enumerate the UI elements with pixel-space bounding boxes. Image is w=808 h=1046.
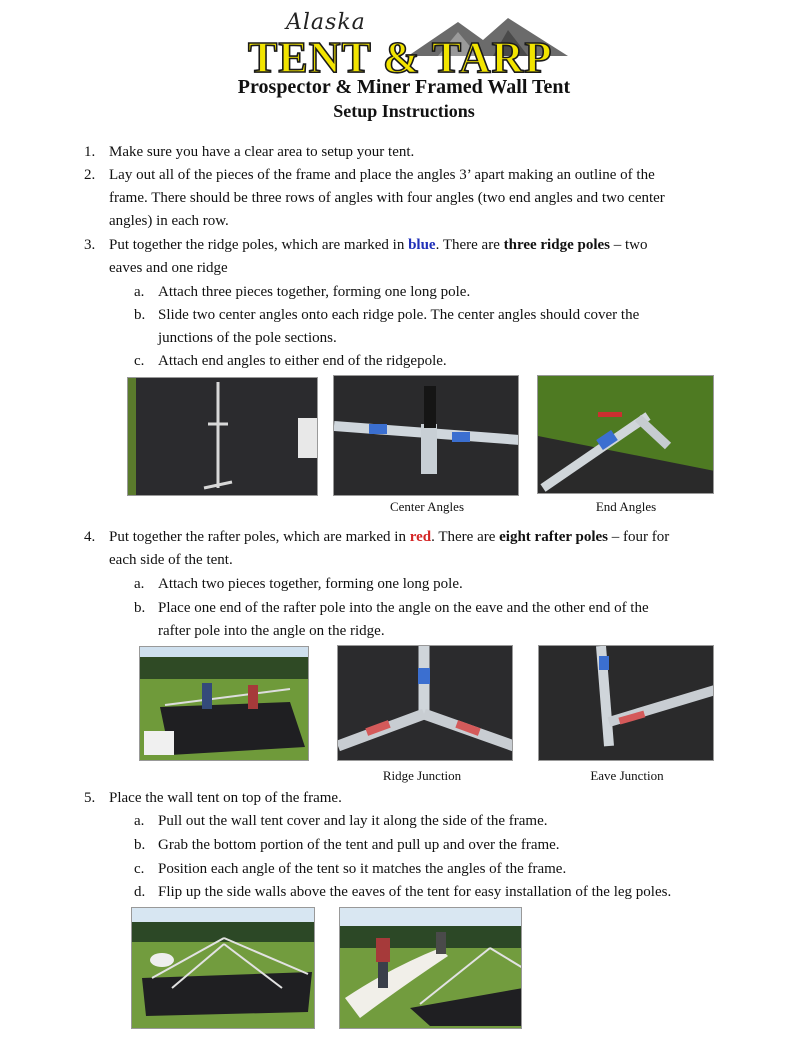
substep-letter: d.: [134, 884, 146, 900]
substep-letter: c.: [134, 861, 145, 877]
company-logo: [248, 10, 568, 80]
substep-text: Attach three pieces together, forming one long pole.: [158, 284, 471, 300]
caption-center-angles: Center Angles: [389, 499, 464, 514]
substep-letter: a.: [134, 813, 145, 829]
step-text: Make sure you have a clear area to setup your tent.: [109, 144, 415, 160]
bold-text: three ridge poles: [503, 237, 610, 253]
substep-text: Pull out the wall tent cover and lay it along the side of the frame.: [158, 813, 548, 829]
photo-center-angles: [333, 375, 519, 496]
substep-letter: c.: [134, 353, 145, 369]
page-title: Prospector & Miner Framed Wall Tent: [237, 76, 571, 98]
substep-letter: b.: [134, 307, 146, 323]
photo-end-angles: [537, 375, 714, 494]
photo-placing-tent-cover: [339, 907, 522, 1029]
substep-text: Place one end of the rafter pole into the angle on the eave and the other end of the: [158, 600, 649, 616]
caption-ridge-junction: Ridge Junction: [382, 768, 462, 783]
red-marker-word: red: [409, 529, 432, 545]
step-text: eaves and one ridge: [109, 260, 228, 276]
caption-end-angles: End Angles: [595, 499, 657, 514]
step-text: [109, 235, 647, 255]
step-number: 1.: [84, 144, 96, 160]
step-text: each side of the tent.: [109, 552, 233, 568]
logo-main-text: TENT & TARP: [248, 33, 553, 82]
step-text: Place the wall tent on top of the frame.: [109, 790, 342, 806]
step-number: 5.: [84, 790, 96, 806]
bold-text: eight rafter poles: [499, 529, 609, 545]
step-text: Lay out all of the pieces of the frame and place the angles 3’ apart making an outline of the: [109, 167, 655, 183]
substep-letter: a.: [134, 576, 145, 592]
step-number: 2.: [84, 167, 96, 183]
step-number: 3.: [84, 237, 96, 253]
substep-text: rafter pole into the angle on the ridge.: [158, 623, 385, 639]
step-number: 4.: [84, 529, 96, 545]
text-run: Put together the rafter poles, which are marked in: [109, 529, 410, 545]
substep-text: Attach two pieces together, forming one long pole.: [158, 576, 463, 592]
text-run: . There are: [435, 237, 504, 253]
caption-eave-junction: Eave Junction: [590, 768, 664, 783]
photo-ridge-pole-layout: [127, 377, 318, 496]
substep-text: Slide two center angles onto each ridge pole. The center angles should cover the: [158, 307, 640, 323]
photo-rafter-assembly: [139, 646, 309, 761]
substep-text: Position each angle of the tent so it matches the angles of the frame.: [158, 861, 567, 877]
substep-text: junctions of the pole sections.: [158, 330, 337, 346]
step-text: frame. There should be three rows of angles with four angles (two end angles and two center: [109, 190, 665, 206]
text-run: – two: [609, 237, 648, 253]
photo-ridge-junction: [337, 645, 513, 761]
page-subtitle: Setup Instructions: [333, 101, 475, 121]
substep-text: Flip up the side walls above the eaves of the tent for easy installation of the leg poles.: [158, 884, 672, 900]
blue-marker-word: blue: [408, 237, 436, 253]
photo-frame-on-field: [131, 907, 315, 1029]
logo-script-text: Alaska: [286, 10, 366, 35]
photo-eave-junction: [538, 645, 714, 761]
text-run: . There are: [431, 529, 500, 545]
step-text: [109, 527, 669, 547]
substep-letter: b.: [134, 600, 146, 616]
substep-text: Attach end angles to either end of the ridgepole.: [158, 353, 447, 369]
substep-text: Grab the bottom portion of the tent and pull up and over the frame.: [158, 837, 560, 853]
text-run: Put together the ridge poles, which are marked in: [109, 237, 409, 253]
substep-letter: b.: [134, 837, 146, 853]
step-text: angles) in each row.: [109, 213, 229, 229]
text-run: – four for: [608, 529, 670, 545]
substep-letter: a.: [134, 284, 145, 300]
